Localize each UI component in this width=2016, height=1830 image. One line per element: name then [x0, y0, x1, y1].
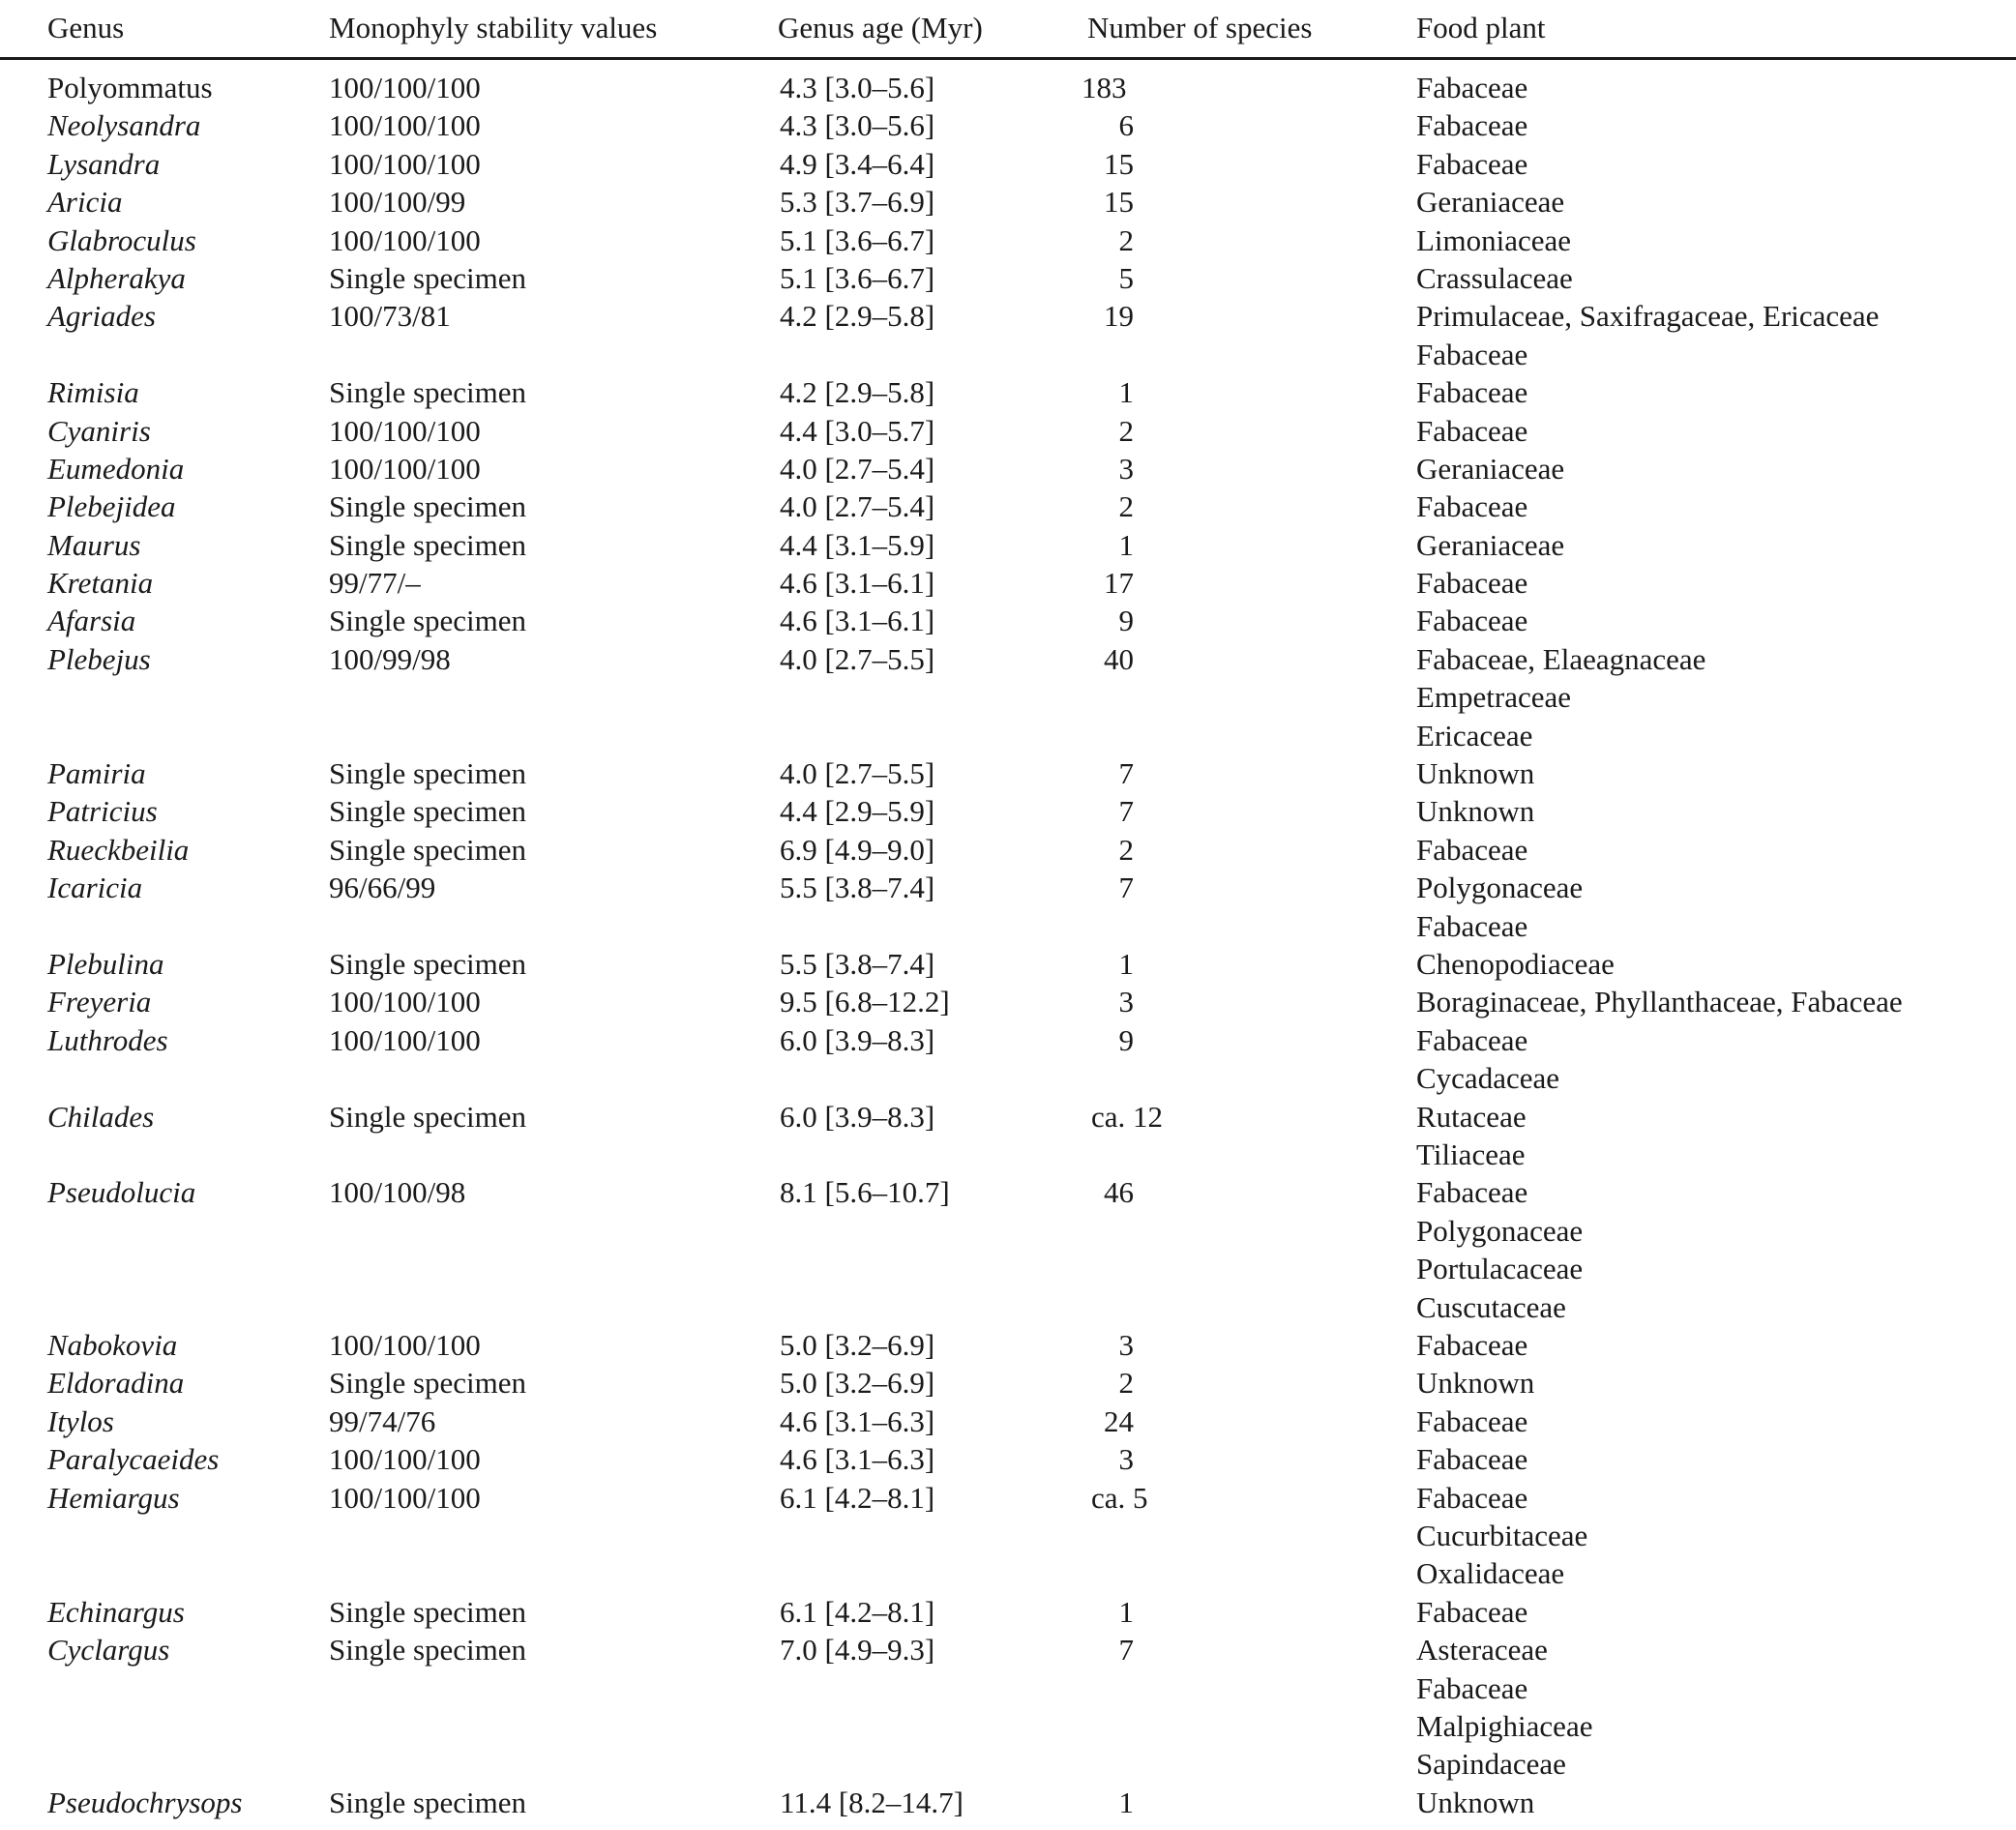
species-count-cell	[1082, 1784, 1134, 1821]
species-count-value: 2	[1118, 489, 1134, 524]
table-row	[0, 1631, 2016, 1784]
food-plant-cell	[1416, 983, 1903, 1020]
species-count-value: 17	[1104, 566, 1134, 601]
food-plant-line: Fabaceae	[1416, 908, 1528, 943]
species-count-value: 1	[1118, 947, 1134, 982]
genus-cell: Pamiria	[47, 756, 146, 791]
monophyly-cell: 100/100/100	[329, 1328, 481, 1362]
monophyly-cell: 99/74/76	[329, 1403, 436, 1438]
food-plant-cell	[1416, 145, 1527, 183]
genus-age-cell: 6.1 [4.2–8.1]	[780, 1594, 935, 1629]
food-plant-line: Primulaceae, Saxifragaceae, Ericaceae	[1416, 299, 1880, 334]
food-plant-line: Geraniaceae	[1416, 451, 1565, 486]
genus-age-cell: 4.3 [3.0–5.6]	[780, 71, 935, 104]
food-plant-line: Fabaceae	[1416, 1480, 1528, 1515]
food-plant-cell	[1416, 297, 1879, 373]
food-plant-cell	[1416, 1440, 1527, 1478]
table-row	[0, 373, 2016, 411]
food-plant-cell	[1416, 1593, 1527, 1631]
monophyly-cell: Single specimen	[329, 1785, 527, 1819]
species-count-cell	[1082, 945, 1134, 983]
table-row	[0, 602, 2016, 639]
food-plant-line: Fabaceae	[1416, 1442, 1528, 1477]
food-plant-line: Ericaceae	[1416, 718, 1533, 753]
food-plant-cell	[1416, 526, 1564, 564]
food-plant-cell	[1416, 487, 1527, 525]
species-count-value: 3	[1118, 1328, 1134, 1362]
header-monophyly: Monophyly stability values	[329, 11, 658, 44]
genus-cell: Agriades	[47, 299, 156, 334]
monophyly-cell: Single specimen	[329, 947, 527, 982]
genus-cell: Hemiargus	[47, 1480, 180, 1515]
table-row	[0, 640, 2016, 754]
food-plant-cell	[1416, 1364, 1534, 1402]
species-count-cell	[1082, 602, 1134, 639]
species-count-value: 19	[1104, 299, 1134, 334]
monophyly-cell: Single specimen	[329, 604, 527, 638]
monophyly-cell: Single specimen	[329, 1594, 527, 1629]
species-count-cell	[1082, 450, 1134, 487]
genus-age-cell: 4.0 [2.7–5.5]	[780, 756, 935, 791]
table-row	[0, 1364, 2016, 1402]
genus-cell: Chilades	[47, 1099, 155, 1134]
genus-age-cell: 4.2 [2.9–5.8]	[780, 375, 935, 410]
species-count-value: 15	[1104, 146, 1134, 181]
table-row	[0, 564, 2016, 602]
genus-cell: Afarsia	[47, 604, 136, 638]
food-plant-line: Unknown	[1416, 1366, 1535, 1401]
genus-cell: Plebejus	[47, 641, 151, 676]
monophyly-cell: 100/100/100	[329, 146, 481, 181]
genus-age-cell: 4.0 [2.7–5.5]	[780, 641, 935, 676]
food-plant-cell	[1416, 945, 1615, 983]
monophyly-cell: 100/99/98	[329, 641, 451, 676]
species-count-value: 2	[1118, 413, 1134, 448]
header-number-of-species: Number of species	[1087, 11, 1313, 44]
table-row	[0, 450, 2016, 487]
monophyly-cell: 100/100/100	[329, 413, 481, 448]
food-plant-cell	[1416, 259, 1573, 297]
species-count-value: 9	[1118, 1022, 1134, 1057]
species-count-cell	[1082, 1631, 1134, 1668]
species-count-cell	[1082, 1440, 1134, 1478]
food-plant-cell	[1416, 640, 1705, 754]
food-plant-line: Polygonaceae	[1416, 1213, 1584, 1248]
header-rule	[0, 57, 2016, 60]
food-plant-line: Empetraceae	[1416, 680, 1572, 715]
genus-cell: Cyclargus	[47, 1633, 170, 1668]
monophyly-cell: 100/100/100	[329, 985, 481, 1019]
table-body	[0, 69, 2016, 1821]
genus-age-cell: 4.6 [3.1–6.3]	[780, 1403, 935, 1438]
species-count-value: 9	[1118, 604, 1134, 638]
monophyly-cell: Single specimen	[329, 375, 527, 410]
food-plant-line: Chenopodiaceae	[1416, 947, 1615, 982]
genus-age-cell: 5.1 [3.6–6.7]	[780, 222, 935, 257]
food-plant-cell	[1416, 602, 1527, 639]
food-plant-line: Cycadaceae	[1416, 1061, 1559, 1096]
species-count-cell	[1082, 754, 1134, 792]
monophyly-cell: Single specimen	[329, 756, 527, 791]
genus-cell: Pseudolucia	[47, 1175, 196, 1210]
genus-cell: Freyeria	[47, 985, 152, 1019]
monophyly-cell: 100/100/100	[329, 71, 481, 104]
species-count-cell: ca. 12	[1091, 1099, 1164, 1134]
species-count-cell	[1082, 1364, 1134, 1402]
species-count-cell	[1082, 297, 1134, 335]
table-row	[0, 1440, 2016, 1478]
food-plant-line: Unknown	[1416, 1785, 1535, 1819]
species-count-value: 3	[1118, 985, 1134, 1019]
species-count-cell	[1082, 487, 1134, 525]
food-plant-line: Fabaceae	[1416, 604, 1528, 638]
species-count-cell	[1082, 145, 1134, 183]
species-count-cell	[1082, 526, 1134, 564]
table-row	[0, 1402, 2016, 1440]
genus-cell: Aricia	[47, 185, 123, 220]
food-plant-line: Fabaceae	[1416, 413, 1528, 448]
genus-cell: Kretania	[47, 566, 154, 601]
genus-cell: Echinargus	[47, 1594, 185, 1629]
genus-cell: Rimisia	[47, 375, 139, 410]
table-row	[0, 1784, 2016, 1821]
monophyly-cell: 100/100/100	[329, 451, 481, 486]
food-plant-cell	[1416, 69, 1527, 106]
monophyly-cell: 99/77/–	[329, 566, 421, 601]
genus-age-cell: 4.9 [3.4–6.4]	[780, 146, 935, 181]
species-count-value: 6	[1118, 108, 1134, 143]
food-plant-line: Fabaceae	[1416, 566, 1528, 601]
species-count-value: 7	[1118, 1633, 1134, 1668]
food-plant-line: Fabaceae	[1416, 1022, 1528, 1057]
genus-cell: Paralycaeides	[47, 1442, 220, 1477]
food-plant-line: Sapindaceae	[1416, 1747, 1566, 1782]
genus-cell: Cyaniris	[47, 413, 151, 448]
species-count-cell: ca. 5	[1091, 1480, 1148, 1515]
genus-cell: Nabokovia	[47, 1328, 178, 1362]
genus-age-cell: 5.0 [3.2–6.9]	[780, 1366, 935, 1401]
header-food-plant: Food plant	[1416, 11, 1546, 44]
genus-cell: Eumedonia	[47, 451, 185, 486]
species-count-cell	[1082, 221, 1134, 259]
genus-age-cell: 4.0 [2.7–5.4]	[780, 451, 935, 486]
food-plant-line: Fabaceae	[1416, 832, 1528, 867]
food-plant-cell	[1416, 564, 1527, 602]
food-plant-line: Crassulaceae	[1416, 260, 1573, 295]
genus-age-cell: 5.3 [3.7–6.9]	[780, 185, 935, 220]
genus-age-cell: 4.4 [3.1–5.9]	[780, 527, 935, 562]
food-plant-line: Fabaceae	[1416, 375, 1528, 410]
species-count-cell	[1082, 869, 1134, 906]
food-plant-line: Fabaceae	[1416, 146, 1528, 181]
food-plant-line: Unknown	[1416, 756, 1535, 791]
species-count-cell	[1082, 640, 1134, 678]
species-count-value: 46	[1104, 1175, 1134, 1210]
food-plant-line: Fabaceae	[1416, 1328, 1528, 1362]
species-count-cell: 183	[1082, 71, 1127, 104]
monophyly-cell: 100/100/98	[329, 1175, 466, 1210]
food-plant-cell	[1416, 106, 1527, 144]
food-plant-cell	[1416, 869, 1583, 945]
table-row	[0, 1021, 2016, 1098]
table-row	[0, 526, 2016, 564]
food-plant-line: Portulacaceae	[1416, 1252, 1584, 1286]
food-plant-cell	[1416, 373, 1527, 411]
species-count-cell	[1082, 106, 1134, 144]
table-row	[0, 259, 2016, 297]
monophyly-cell: 100/73/81	[329, 299, 451, 334]
genus-age-cell: 6.0 [3.9–8.3]	[780, 1099, 935, 1134]
species-count-cell	[1082, 1021, 1134, 1059]
genus-cell: Patricius	[47, 794, 158, 829]
genus-age-cell: 4.4 [3.0–5.7]	[780, 413, 935, 448]
table-row	[0, 1326, 2016, 1364]
table-row	[0, 792, 2016, 830]
food-plant-line: Fabaceae	[1416, 1594, 1528, 1629]
table-row	[0, 69, 2016, 106]
monophyly-cell: Single specimen	[329, 1633, 527, 1668]
monophyly-cell: Single specimen	[329, 527, 527, 562]
food-plant-cell	[1416, 792, 1534, 830]
genus-age-cell: 5.5 [3.8–7.4]	[780, 871, 935, 905]
table-row	[0, 945, 2016, 983]
food-plant-cell	[1416, 1173, 1583, 1326]
monophyly-cell: 100/100/100	[329, 222, 481, 257]
species-count-cell	[1082, 1326, 1134, 1364]
genus-age-cell: 8.1 [5.6–10.7]	[780, 1175, 950, 1210]
monophyly-cell: 100/100/100	[329, 1442, 481, 1477]
genus-age-cell: 4.6 [3.1–6.1]	[780, 566, 935, 601]
table-row	[0, 831, 2016, 869]
food-plant-cell	[1416, 754, 1534, 792]
monophyly-cell: 100/100/100	[329, 1022, 481, 1057]
genus-age-cell: 4.3 [3.0–5.6]	[780, 108, 935, 143]
species-count-value: 1	[1118, 1594, 1134, 1629]
monophyly-cell: Single specimen	[329, 260, 527, 295]
food-plant-line: Polygonaceae	[1416, 871, 1584, 905]
genus-cell: Lysandra	[47, 146, 161, 181]
table-row	[0, 487, 2016, 525]
table-row	[0, 412, 2016, 450]
genus-age-cell: 4.6 [3.1–6.1]	[780, 604, 935, 638]
genus-cell: Itylos	[47, 1403, 114, 1438]
genus-age-cell: 9.5 [6.8–12.2]	[780, 985, 950, 1019]
food-plant-cell	[1416, 1479, 1587, 1593]
species-count-value: 2	[1118, 1366, 1134, 1401]
monophyly-cell: 100/100/100	[329, 1480, 481, 1515]
food-plant-line: Limoniaceae	[1416, 222, 1572, 257]
food-plant-cell	[1416, 1402, 1527, 1440]
species-count-value: 1	[1118, 527, 1134, 562]
table-row	[0, 1593, 2016, 1631]
species-count-value: 15	[1104, 185, 1134, 220]
genus-cell: Eldoradina	[47, 1366, 185, 1401]
genus-age-cell: 4.6 [3.1–6.3]	[780, 1442, 935, 1477]
table-row	[0, 1173, 2016, 1326]
species-count-value: 7	[1118, 794, 1134, 829]
genus-cell: Rueckbeilia	[47, 832, 190, 867]
species-count-cell	[1082, 564, 1134, 602]
food-plant-cell	[1416, 1021, 1559, 1098]
header-genus: Genus	[47, 11, 125, 44]
food-plant-line: Oxalidaceae	[1416, 1556, 1565, 1591]
genus-age-cell: 11.4 [8.2–14.7]	[780, 1785, 964, 1819]
species-count-cell	[1082, 792, 1134, 830]
genus-cell: Maurus	[47, 527, 141, 562]
species-count-value: 3	[1118, 1442, 1134, 1477]
species-count-value: 24	[1104, 1403, 1134, 1438]
food-plant-line: Fabaceae, Elaeagnaceae	[1416, 641, 1706, 676]
food-plant-line: Cuscutaceae	[1416, 1289, 1566, 1324]
food-plant-line: Boraginaceae, Phyllanthaceae, Fabaceae	[1416, 985, 1903, 1019]
food-plant-line: Fabaceae	[1416, 1670, 1528, 1705]
species-count-cell	[1082, 373, 1134, 411]
food-plant-line: Fabaceae	[1416, 1175, 1528, 1210]
species-count-value: 1	[1118, 375, 1134, 410]
food-plant-line: Fabaceae	[1416, 337, 1528, 371]
monophyly-cell: 100/100/100	[329, 108, 481, 143]
food-plant-line: Fabaceae	[1416, 489, 1528, 524]
species-count-cell	[1082, 183, 1134, 221]
table-row	[0, 1098, 2016, 1174]
table-header	[0, 0, 2016, 58]
food-plant-line: Geraniaceae	[1416, 185, 1565, 220]
table-row	[0, 106, 2016, 144]
genus-cell: Luthrodes	[47, 1022, 168, 1057]
table-row	[0, 297, 2016, 373]
species-count-value: 7	[1118, 756, 1134, 791]
species-count-cell	[1082, 412, 1134, 450]
food-plant-cell	[1416, 183, 1564, 221]
monophyly-cell: 96/66/99	[329, 871, 436, 905]
table-row	[0, 754, 2016, 792]
food-plant-cell	[1416, 1631, 1592, 1784]
food-plant-line: Unknown	[1416, 794, 1535, 829]
food-plant-cell	[1416, 831, 1527, 869]
species-count-value: 3	[1118, 451, 1134, 486]
genus-age-cell: 5.1 [3.6–6.7]	[780, 260, 935, 295]
food-plant-line: Malpighiaceae	[1416, 1708, 1593, 1743]
table-row	[0, 869, 2016, 945]
genus-cell: Pseudochrysops	[47, 1785, 243, 1819]
genus-age-cell: 4.0 [2.7–5.4]	[780, 489, 935, 524]
species-count-cell	[1082, 831, 1134, 869]
species-count-value: 2	[1118, 832, 1134, 867]
food-plant-line: Fabaceae	[1416, 1403, 1528, 1438]
genus-cell: Plebejidea	[47, 489, 176, 524]
species-count-value: 40	[1104, 641, 1134, 676]
monophyly-cell: Single specimen	[329, 832, 527, 867]
species-count-cell	[1082, 1173, 1134, 1211]
genus-age-cell: 6.1 [4.2–8.1]	[780, 1480, 935, 1515]
species-count-value: 1	[1118, 1785, 1134, 1819]
food-plant-line: Fabaceae	[1416, 108, 1528, 143]
genus-age-cell: 6.9 [4.9–9.0]	[780, 832, 935, 867]
genus-age-cell: 7.0 [4.9–9.3]	[780, 1633, 935, 1668]
monophyly-cell: 100/100/99	[329, 185, 466, 220]
monophyly-cell: Single specimen	[329, 794, 527, 829]
food-plant-cell	[1416, 1326, 1527, 1364]
species-count-cell	[1082, 983, 1134, 1020]
table-row	[0, 145, 2016, 183]
genus-age-cell: 4.4 [2.9–5.9]	[780, 794, 935, 829]
species-count-value: 5	[1118, 260, 1134, 295]
genus-cell: Glabroculus	[47, 222, 196, 257]
food-plant-cell	[1416, 450, 1564, 487]
food-plant-line: Rutaceae	[1416, 1099, 1527, 1134]
genus-age-cell: 4.2 [2.9–5.8]	[780, 299, 935, 334]
food-plant-line: Cucurbitaceae	[1416, 1518, 1588, 1552]
food-plant-cell	[1416, 1098, 1527, 1174]
genus-cell: Icaricia	[47, 871, 143, 905]
food-plant-cell	[1416, 412, 1527, 450]
genus-age-cell: 6.0 [3.9–8.3]	[780, 1022, 935, 1057]
species-count-cell	[1082, 1402, 1134, 1440]
food-plant-line: Asteraceae	[1416, 1633, 1548, 1668]
genus-age-cell: 5.0 [3.2–6.9]	[780, 1328, 935, 1362]
monophyly-cell: Single specimen	[329, 1099, 527, 1134]
food-plant-cell	[1416, 221, 1571, 259]
header-genus-age: Genus age (Myr)	[778, 11, 983, 44]
species-count-value: 7	[1118, 871, 1134, 905]
food-plant-line: Geraniaceae	[1416, 527, 1565, 562]
species-count-cell	[1082, 1593, 1134, 1631]
monophyly-cell: Single specimen	[329, 1366, 527, 1401]
genus-cell: Plebulina	[47, 947, 164, 982]
food-plant-line: Tiliaceae	[1416, 1137, 1526, 1172]
table-row	[0, 183, 2016, 221]
monophyly-cell: Single specimen	[329, 489, 527, 524]
species-count-cell	[1082, 259, 1134, 297]
table-row	[0, 221, 2016, 259]
species-count-value: 2	[1118, 222, 1134, 257]
genus-cell: Alpherakya	[47, 260, 186, 295]
food-plant-line: Fabaceae	[1416, 71, 1528, 104]
table-row	[0, 983, 2016, 1020]
genus-cell: Polyommatus	[47, 71, 213, 104]
food-plant-cell	[1416, 1784, 1534, 1821]
genus-cell: Neolysandra	[47, 108, 201, 143]
genus-age-cell: 5.5 [3.8–7.4]	[780, 947, 935, 982]
table-row	[0, 1479, 2016, 1593]
